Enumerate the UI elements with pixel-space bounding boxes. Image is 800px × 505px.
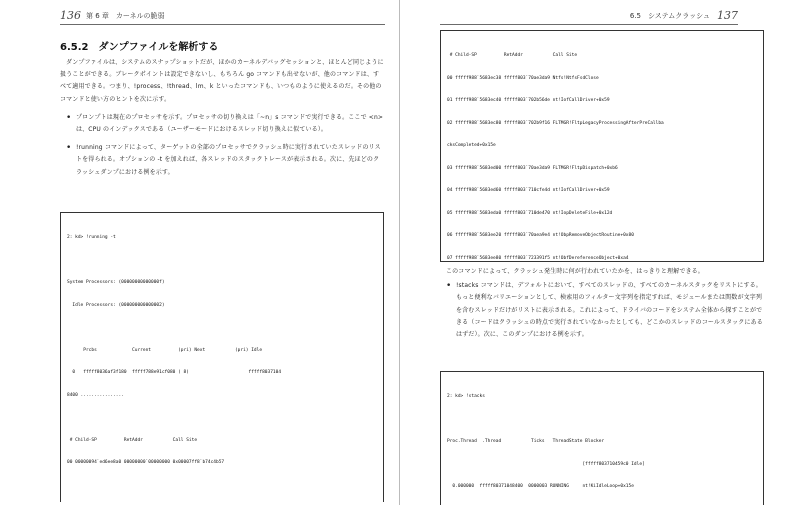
stack-trace-code-block (440, 30, 764, 262)
bullet-text: プロンプトは現在のプロセッサを示す。プロセッサの切り換えは「~n」s コマンドで実行できる。ここで <n> は、CPU のインデックスである（ユーザーモードにおけるスレッド切り換えに似ている）。 (76, 113, 384, 134)
code-line: 00 fffff988`5683ec38 fffff803`70ae3da9 Ntfs!NtfsFsdClose (447, 75, 599, 81)
code-line: Idle Processors: (000000000000002) (67, 302, 165, 308)
bullet-dot: • (66, 112, 72, 123)
left-page-body (60, 38, 385, 179)
code-line: 2: kd> !running -t (67, 235, 116, 240)
code-line (447, 416, 757, 424)
left-page-number: 136 (60, 9, 81, 22)
right-page-header (440, 8, 738, 25)
right-chapter-header: 6.5 システムクラッシュ (629, 12, 710, 20)
right-page-number: 137 (717, 9, 738, 22)
bullet-item (60, 142, 385, 179)
right-page-body (440, 266, 764, 341)
bullet-item (440, 280, 764, 341)
bullet-text: !stacks コマンドは、デフォルトにおいて、すべてのスレッドの、すべてのカーネルスタックをリストにする。もっと便利なバリエーションとして、検索用のフィルター文字列を指定すれば、モジュールまたは関数が文字列を含むスレッドだけがリストに表示される。これによって、ドライバのコードをシステム全体から探すことができる（コードはクラッシュの時点で実行されていなかったとしても、どこかのスレッドのコールスタックにあるはずだ）。次に、このダンプにおける例を示す。 (456, 282, 763, 339)
stacks-command-code-block (440, 371, 764, 505)
code-line: 06 fffff988`5683ee20 fffff803`70aea9e4 nt!ObpRemoveObjectRoutine+0x80 (447, 233, 634, 238)
intro-paragraph: ダンプファイルは、システムのスナップショットだが、ほかのカーネルデバッグセッションと、ほとんど同じように扱うことができる。ブレークポイントは設定できないし、もちろん go コマンドも出せないが、他のコマンドは、すべて適用できる。つまり、!process、!thread、lm、k といったコマンドも、いつものように使えるのだ。その他のコマンドと使い方のヒントを次に示す。 (60, 59, 384, 103)
code-line (67, 324, 377, 332)
code-line: Prcbs Current (pri) Next (pri) Idle (67, 347, 263, 353)
after-code-paragraph: このコマンドによって、クラッシュ発生時に何が行われていたかを、はっきりと理解できる。 (446, 268, 704, 275)
section-title: 6.5.2 ダンプファイルを解析する (60, 42, 219, 53)
bullet-text: !running コマンドによって、ターゲットの全部のプロセッサでクラッシュ時に実行されていたスレッドのリストを得られる。オプションの -t を加えれば、各スレッドのスタックトレースが表示される。次に、先ほどのクラッシュダンプにおける例を示す。 (76, 144, 381, 176)
code-line: 04 fffff988`5683ed60 fffff803`710cfe4d nt!IofCallDriver+0x59 (447, 188, 610, 193)
code-line: 8400 ................ (67, 392, 124, 398)
running-command-code-block (60, 212, 384, 502)
code-line: 00 00000094`ed6ee8a0 00000000`00000000 0x00007ff8`b74c4b57 (67, 460, 225, 465)
code-line: 05 fffff988`5683eda0 fffff803`710de470 nt!IopDeleteFile+0x12d (447, 210, 613, 216)
code-line: # Child-SP RetAddr Call Site (447, 53, 578, 58)
bullet-dot: • (66, 143, 72, 154)
code-line: 01 fffff988`5683ec40 fffff803`702b56de nt!IofCallDriver+0x59 (447, 98, 610, 103)
bullet-dot: • (446, 281, 452, 292)
code-line: 0 fffff8036af3f180 fffff788e91cf080 ( 8) fffff8037104 (67, 370, 282, 375)
code-line (67, 257, 377, 265)
left-chapter-header: 第 6 章 カーネルの脆弱 (86, 12, 165, 20)
code-line: cksCompleted+0x15e (447, 143, 496, 148)
code-line: 0.000000 fffff80371048400 0000003 RUNNING nt!KiIdleLoop+0x15e (447, 484, 634, 489)
code-line: System Processors: (00000000000000f) (67, 280, 165, 285)
code-line: [fffff803710459c0 Idle] (447, 461, 645, 467)
right-page (400, 0, 800, 505)
code-line (67, 414, 377, 422)
code-line (67, 482, 377, 490)
code-line: 02 fffff988`5683ec80 fffff803`702b9f16 FLTMGR!FltpLegacyProcessingAfterPreCallba (447, 120, 664, 126)
code-line: 07 fffff988`5683ee80 fffff803`723391f5 nt!ObfDereferenceObject+0xa4 (447, 255, 629, 261)
left-page-header (60, 8, 385, 25)
code-line: 2: kd> !stacks (447, 394, 485, 399)
code-line: 03 fffff988`5683ed00 fffff803`70ae3da9 FLTMGR!FltpDispatch+0xb6 (447, 165, 618, 171)
code-line: Proc.Thread .Thread Ticks ThreadState Blocker (447, 439, 605, 444)
bullet-item (60, 112, 385, 136)
code-line: # Child-SP RetAddr Call Site (67, 437, 198, 443)
